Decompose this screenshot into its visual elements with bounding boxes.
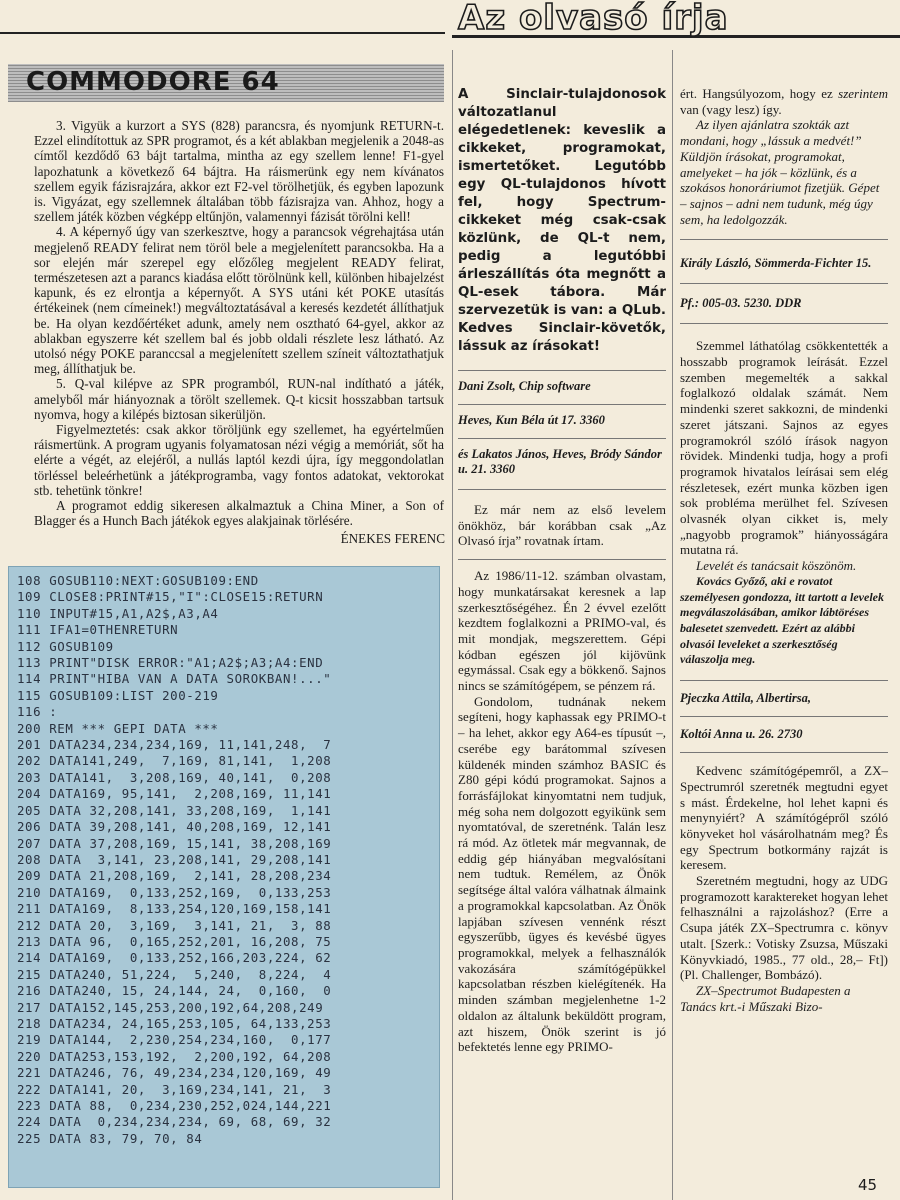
listing-line: 218 DATA234, 24,165,253,105, 64,133,253 bbox=[17, 1015, 332, 1031]
letter-continuation: ért. Hangsúlyozom, hogy ez szerintem van (vagy lesz) így. bbox=[680, 86, 888, 117]
listing-line: 217 DATA152,145,253,200,192,64,208,249 bbox=[17, 999, 324, 1015]
letter-paragraph: Az 1986/11-12. számban olvastam, hogy munkatársakat keresnek a lap szerkesztőségéhez. Én 2 évvel ezelőtt kezdtem foglalkozni a PRIMO-val, és mit mondjak, megszerettem. Gépi kódban egészen jól kijövünk egymással. Csak egy a bökkenő. Sajnos nincs se számítógépem, se pénzem rá. bbox=[458, 568, 666, 694]
letter-author: Dani Zsolt, Chip software bbox=[458, 379, 591, 393]
listing-line: 216 DATA240, 15, 24,144, 24, 0,160, 0 bbox=[17, 983, 332, 999]
letter-address: és Lakatos János, Heves, Bródy Sándor u. 21. 3360 bbox=[458, 447, 662, 476]
letter-author: Pjeczka Attila, Albertirsa, bbox=[680, 691, 812, 706]
listing-line: 215 DATA240, 51,224, 5,240, 8,224, 4 bbox=[17, 966, 332, 982]
listing-line: 222 DATA141, 20, 3,169,234,141, 21, 3 bbox=[17, 1081, 332, 1097]
letter-author: Király László, Sömmerda-Fichter 15. bbox=[680, 256, 872, 271]
article-paragraph: 5. Q-val kilépve az SPR programból, RUN-nal indítható a játék, amelyből már hiányoznak a törölt szellemek. Q-t kicsit hosszabban tartsuk nyomva, hogy a kilépés biztosan sikerüljön. bbox=[34, 376, 444, 422]
listing-line: 209 DATA 21,208,169, 2,141, 28,208,234 bbox=[17, 868, 332, 884]
listing-line: 224 DATA 0,234,234,234, 69, 68, 69, 32 bbox=[17, 1114, 332, 1130]
listing-line: 205 DATA 32,208,141, 33,208,169, 1,141 bbox=[17, 802, 332, 818]
editor-reply: Levelét és tanácsait köszönöm. bbox=[696, 558, 857, 574]
article-paragraph: 4. A képernyő úgy van szerkesztve, hogy a parancsok végrehajtása után megjelenő READY felirat nem töröl bele a megjelenített parancsokba. Ha a sor elején már szerepel egy előzőleg megjelent READY felirat, természetesen azt a parancs kiadása előtt törölnünk kell, különben hibajelzést kapunk, és ez elrontja a képernyőt. A SYS utáni két POKE utasítás értékeinek (nem címeinek!) megváltoztatásával a keresés kezdetét állíthatjuk be. Ha olyan kezdőértéket adunk, amely nem osztható 64-gyel, akkor az ablakban egyszerre két szellem bal és jobb oldali részlete lesz látható. Az utolsó négy POKE paranccsal a megjelenített szellem színeit változtathatjuk meg, állíthatjuk be. bbox=[34, 224, 444, 377]
page-number: 45 bbox=[858, 1176, 878, 1194]
section-rule bbox=[458, 438, 666, 439]
section-rule bbox=[680, 239, 888, 240]
letter-paragraph: Szeretném megtudni, hogy az UDG programozott karaktereket hogyan lehet felhasználni a rajzoláshoz? (Erre a Csupa játék ZX–Spectrumra c. könyv utalt. [Szerk.: Votisky Zsuzsa, Műszaki Könyvkiadó, 1985., 77 old., 28,– Ft]) (Pl. Challenger, Bombázó). bbox=[680, 873, 888, 983]
listing-line: 225 DATA 83, 79, 70, 84 bbox=[17, 1130, 203, 1146]
listing-line: 210 DATA169, 0,133,252,169, 0,133,253 bbox=[17, 884, 332, 900]
article-paragraph: 3. Vigyük a kurzort a SYS (828) parancsra, és nyomjunk RETURN-t. Ezzel elindítottuk az SPR programot, és a két ablakban megjelenik a 2048-as címtől kezdődő 63 bájt tartalma, mintha az egy szellem lenne! F1-gyel lapozhatunk a következő 64 bájtra. Ha ráismerünk egy nem kívánatos szellem egyik fázisrajzára, akkor ezt F2-vel törölhetjük, és egyben lapozunk is. Vigyázat, egy szellemnek általában több fázisrajza van. Ahhoz, hogy a szellem játék közben végképp eltűnjön, valamennyi fázisát törölni kell! bbox=[34, 118, 444, 225]
listing-line: 114 PRINT"HIBA VAN A DATA SOROKBAN!..." bbox=[17, 671, 332, 687]
listing-line: 220 DATA253,153,192, 2,200,192, 64,208 bbox=[17, 1048, 332, 1064]
listing-line: 204 DATA169, 95,141, 2,208,169, 11,141 bbox=[17, 786, 332, 802]
section-rule bbox=[680, 323, 888, 324]
listing-line: 113 PRINT"DISK ERROR:"A1;A2$;A3;A4:END bbox=[17, 655, 324, 671]
editor-note: Kovács Győző, aki e rovatot személyesen gondozza, itt tartott a levelek megválaszolásában, amikor lábtöréses balesetet szenvedett. Ezért az alábbi olvasói leveleket a szerkesztőség válaszolja meg. bbox=[680, 573, 884, 667]
listing-line: 219 DATA144, 2,230,254,234,160, 0,177 bbox=[17, 1032, 332, 1048]
letter-paragraph: Kedvenc számítógépemről, a ZX–Spectrumról szeretnék megtudni egyet s mást. Érdekelne, hol lehet kapni és menynyiért? A számítógépről szóló könyveket hol vásárolhatnám meg? És egy Spectrum botkormány rajzát is keresem. bbox=[680, 763, 888, 873]
listing-line: 206 DATA 39,208,141, 40,208,169, 12,141 bbox=[17, 819, 332, 835]
section-rule bbox=[680, 716, 888, 717]
listing-line: 203 DATA141, 3,208,169, 40,141, 0,208 bbox=[17, 769, 332, 785]
letter-paragraph: Szemmel láthatólag csökkentették a hosszabb programok leírását. Ezzel szemben megemelték a sakkal foglalkozó oldalak számát. Nem mindenki szeret sakkozni, de mindenki szeret játszani. Sajnos az egyes programokról szóló írások nagyon rövidek. Mindenki tudja, hogy a profi programok hivatalos leírásai sem elég részletesek, ezért munka közben igen sok probléma merülhet fel. Szívesen olvasnék olyan cikket is, mely „nagyobb programok” hiányosságára mutatna rá. bbox=[680, 338, 888, 558]
sinclair-intro: A Sinclair-tulajdonosok változatlanul elégedetlenek: keveslik a cikkeket, programokat, ismertetőket. Legutóbb egy QL-tulajdonos hívott fel, hogy Spectrum-cikkeket még csak-csak közlünk, de QL-t nem, pedig a legutóbbi árleszállítás óta megnőtt a QL-esek tábora. Már szervezetük is van: a QLub. Kedves Sinclair-követők, lássuk az írásokat! bbox=[458, 87, 666, 354]
listing-line: 109 CLOSE8:PRINT#15,"I":CLOSE15:RETURN bbox=[17, 589, 324, 605]
listing-line: 208 DATA 3,141, 23,208,141, 29,208,141 bbox=[17, 851, 332, 867]
listing-line: 223 DATA 88, 0,234,230,252,024,144,221 bbox=[17, 1098, 332, 1113]
section-rule bbox=[458, 370, 666, 371]
letter-address: Pf.: 005-03. 5230. DDR bbox=[680, 296, 802, 311]
column-title: Az olvasó írja bbox=[452, 0, 900, 38]
editor-reply: Az ilyen ajánlatra szokták azt mondani, hogy „lássuk a medvét!” Küldjön írásokat, programokat, amelyeket – ha jók – közlünk, és a szokásos honoráriumot fizetjük. Gépet – sajnos – adni nem tudunk, még úgy sem, ha ledolgozzák. bbox=[680, 117, 880, 227]
section-rule bbox=[680, 680, 888, 681]
letter-paragraph: Ez már nem az első levelem önökhöz, bár korábban csak „Az Olvasó írja” rovatnak írtam. bbox=[458, 502, 666, 549]
section-rule bbox=[680, 752, 888, 753]
listing-line: 201 DATA234,234,234,169, 11,141,248, 7 bbox=[17, 737, 332, 753]
listing-line: 212 DATA 20, 3,169, 3,141, 21, 3, 88 bbox=[17, 917, 332, 933]
letter-address: Heves, Kun Béla út 17. 3360 bbox=[458, 413, 605, 427]
article-paragraph: Figyelmeztetés: csak akkor töröljünk egy szellemet, ha egyértelműen ráismertünk. A program ugyanis folyamatosan nézi végig a memóriát, sőt ha elérte a végét, az elejéről, a nullás laptól kezdi újra, így meggondolatlan törléssel beleérhetünk a játékprogramba, vagy fontos adatokat, vektorokat stb. tehetünk tönkre! bbox=[34, 422, 444, 498]
section-rule bbox=[458, 489, 666, 490]
section-rule bbox=[680, 283, 888, 284]
header-rule bbox=[0, 32, 445, 34]
listing-line: 115 GOSUB109:LIST 200-219 bbox=[17, 687, 219, 703]
letter-paragraph: Gondolom, tudnának nekem segíteni, hogy kaphassak egy PRIMO-t – ha lehet, akkor egy A64-es típusút –, cserébe egy barátommal szívesen küldenék minden számhoz BASIC és Z80 gépi kódú programokat. Sajnos a forrásfájlokat kinyomtatni nem tudjuk, még soha nem dolgozott egyikünk sem nyomtatóval, de szeretnénk. Talán lesz rá mód. Az ötletek már megvannak, de eddig gép hiányában megvalósítani nem tudtuk. Remélem, az Önök segítsége által valóra válhatnak álmaink a programokkal kapcsolatban. Az Önök lapjában szívesen vennénk részt egyszerűbb, ügyes és kevésbé ügyes programokkal, melyek a felhasználók vakozására számítógépükkel kapcsolatban részben kielégítenék. Ha minden számban megjelenhetne 1-2 oldalon az általunk beküldött program, azt hiszem, Önök szerint is jó befektetés lenne egy PRIMO- bbox=[458, 693, 666, 1055]
commodore-banner bbox=[8, 64, 444, 102]
readers-column-middle bbox=[458, 86, 666, 1055]
readers-column-right bbox=[680, 86, 888, 1014]
listing-line: 108 GOSUB110:NEXT:GOSUB109:END bbox=[17, 573, 259, 588]
commodore-banner-label: COMMODORE 64 bbox=[26, 67, 280, 97]
listing-line: 110 INPUT#15,A1,A2$,A3,A4 bbox=[17, 605, 219, 621]
listing-line: 111 IFA1=0THENRETURN bbox=[17, 622, 179, 638]
commodore-article bbox=[34, 118, 444, 528]
listing-line: 211 DATA169, 8,133,254,120,169,158,141 bbox=[17, 901, 332, 917]
listing-line: 202 DATA141,249, 7,169, 81,141, 1,208 bbox=[17, 753, 332, 769]
listing-line: 207 DATA 37,208,169, 15,141, 38,208,169 bbox=[17, 835, 332, 851]
section-rule bbox=[458, 404, 666, 405]
article-signature: ÉNEKES FERENC bbox=[340, 531, 445, 546]
listing-line: 221 DATA246, 76, 49,234,234,120,169, 49 bbox=[17, 1065, 332, 1081]
article-paragraph: A programot eddig sikeresen alkalmaztuk a China Miner, a Son of Blagger és a Hunch Bach játékok egyes alakjainak törlésére. bbox=[34, 498, 444, 529]
column-divider bbox=[672, 50, 673, 1200]
listing-line: 200 REM *** GEPI DATA *** bbox=[17, 720, 219, 736]
editor-reply: ZX–Spectrumot Budapesten a Tanács krt.-i Műszaki Bizo- bbox=[680, 982, 851, 1014]
letter-address: Koltói Anna u. 26. 2730 bbox=[680, 727, 803, 742]
listing-line: 112 GOSUB109 bbox=[17, 638, 114, 654]
listing-line: 116 : bbox=[17, 704, 58, 720]
section-rule bbox=[458, 559, 666, 560]
column-divider bbox=[452, 50, 453, 1200]
basic-listing bbox=[8, 566, 440, 1188]
listing-line: 214 DATA169, 0,133,252,166,203,224, 62 bbox=[17, 950, 332, 966]
listing-line: 213 DATA 96, 0,165,252,201, 16,208, 75 bbox=[17, 933, 332, 949]
